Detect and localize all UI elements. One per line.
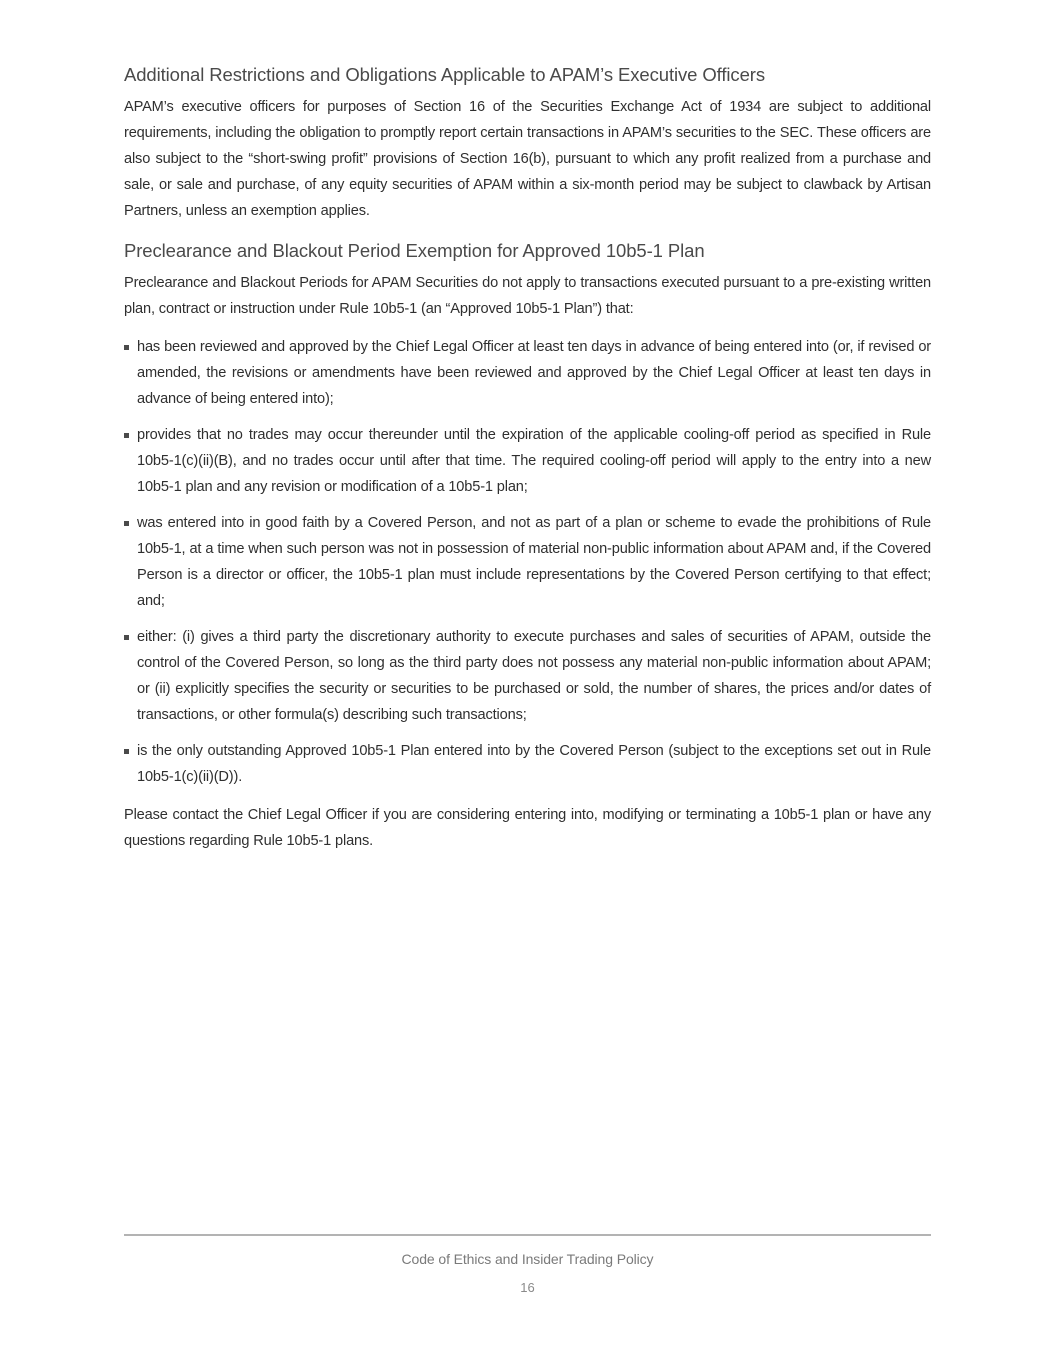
list-item: was entered into in good faith by a Covered Person, and not as part of a plan or scheme to evade the prohibitions of Rule 10b5-1, at a time when such person was not in possession of material non-public information about APAM and, if the Covered Person is a director or officer, the 10b5-1 plan must include representations by the Covered Person certifying to that effect; and; (124, 510, 931, 614)
square-bullet-icon (124, 345, 129, 350)
closing-paragraph: Please contact the Chief Legal Officer if you are considering entering into, modifying or terminating a 10b5-1 plan or have any questions regarding Rule 10b5-1 plans. (124, 807, 931, 849)
square-bullet-icon (124, 749, 129, 754)
square-bullet-icon (124, 521, 129, 526)
list-item: either: (i) gives a third party the discretionary authority to execute purchases and sales of securities of APAM, outside the control of the Covered Person, so long as the third party does not possess any material non-public information about APAM; or (ii) explicitly specifies the security or securities to be purchased or sold, the number of shares, the prices and/or dates of transactions, or other formula(s) describing such transactions; (124, 624, 931, 728)
square-bullet-icon (124, 433, 129, 438)
list-item: provides that no trades may occur thereunder until the expiration of the applicable cooling-off period as specified in Rule 10b5-1(c)(ii)(B), and no trades occur until after that time. The required cooling-off period will apply to the entry into a new 10b5-1 plan and any revision or modification of a 10b5-1 plan; (124, 422, 931, 500)
footer-document-title: Code of Ethics and Insider Trading Policy (401, 1251, 654, 1267)
section-body-executive-officers: APAM’s executive officers for purposes of Section 16 of the Securities Exchange Act of 1934 are subject to additional requirements, including the obligation to promptly report certain transactions in APAM’s securities to the SEC. These officers are also subject to the “short-swing profit” provisions of Section 16(b), pursuant to which any profit realized from a purchase and sale, or sale and purchase, of any equity securities of APAM within a six-month period may be subject to clawback by Artisan Partners, unless an exemption applies. (124, 99, 931, 219)
section-heading-executive-officers: Additional Restrictions and Obligations Applicable to APAM’s Executive Officers (124, 64, 765, 85)
footer-divider (124, 1234, 931, 1236)
document-body (124, 62, 931, 854)
list-item: has been reviewed and approved by the Chief Legal Officer at least ten days in advance of being entered into (or, if revised or amended, the revisions or amendments have been reviewed and approved by the Chief Legal Officer at least ten days in advance of being entered into); (124, 334, 931, 412)
section-heading-10b5-1-exemption: Preclearance and Blackout Period Exemption for Approved 10b5-1 Plan (124, 240, 705, 261)
requirements-list (124, 334, 931, 790)
square-bullet-icon (124, 635, 129, 640)
section-intro-10b5-1: Preclearance and Blackout Periods for APAM Securities do not apply to transactions executed pursuant to a pre-existing written plan, contract or instruction under Rule 10b5-1 (an “Approved 10b5-1 Plan”) that: (124, 275, 931, 317)
list-item: is the only outstanding Approved 10b5-1 Plan entered into by the Covered Person (subject to the exceptions set out in Rule 10b5-1(c)(ii)(D)). (124, 738, 931, 790)
page-number: 16 (520, 1280, 535, 1295)
